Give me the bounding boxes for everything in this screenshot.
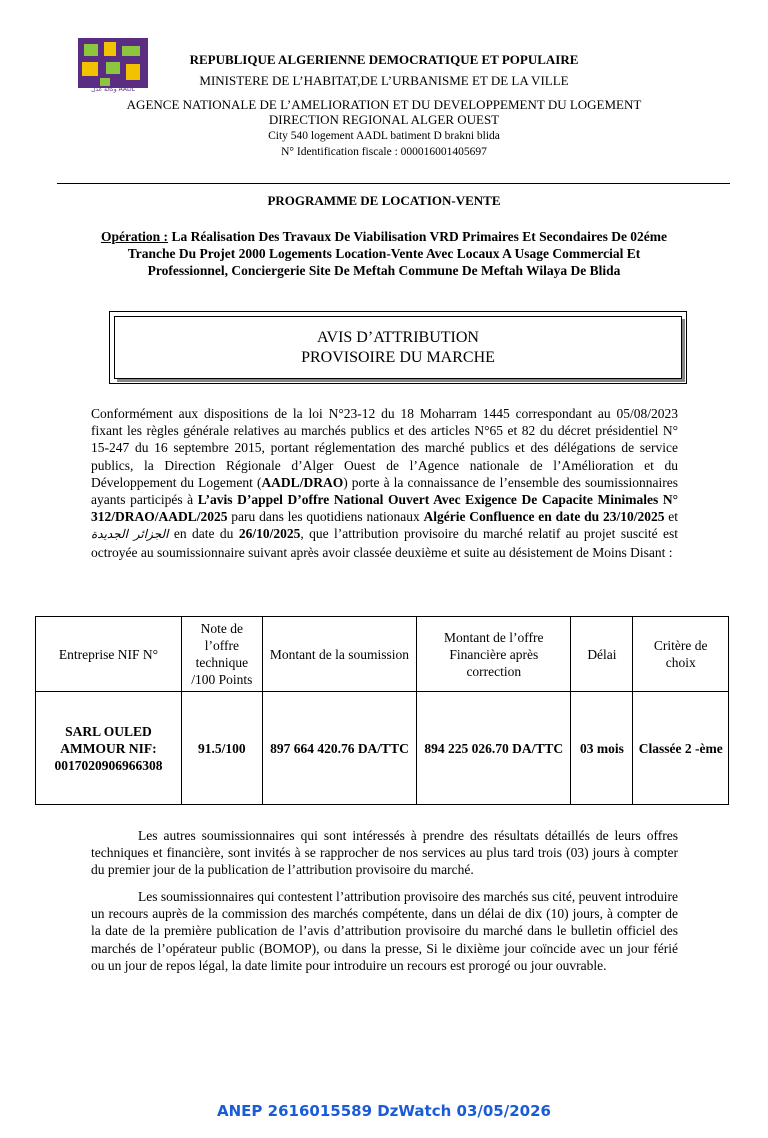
intro-text-2: ) porte à la connaissance de l’ensemble des soumissionnaires ayants participés à [91,474,678,508]
avis-box-inner [114,316,682,379]
header-montant: Montant de la soumission [262,617,416,692]
intro-arabic-newspaper: الجزائر الجديدة [91,527,169,542]
intro-text-4: et [664,509,678,525]
header-note: Note de l’offre technique /100 Points [181,617,262,692]
header-ministry: MINISTERE DE L’HABITAT,DE L’URBANISME ET DE LA VILLE [199,73,569,88]
intro-text-1: Conformément aux dispositions de la loi N°23-12 du 18 Moharram 1445 correspondant au 05/08/2023 fixant les règles générale relatives au marchés publics et des articles N°65 et 82 du décret présidentiel N° 15-247 du 16 septembre 2015, portant réglementation des marché publics et des délégations de service publics, la Direction Régionale d’Alger Ouest de l’Agence nationale de l’Amélioration et du Développement du Logement ( [91,406,678,490]
intro-bold-newspaper: Algérie Confluence en date du 23/10/2025 [423,509,665,525]
cell-entreprise: SARL OULED AMMOUR NIF: 0017020906966308 [36,692,182,805]
intro-text-5: en date du [168,526,239,542]
footer-reference: ANEP 2616015589 DzWatch 03/05/2026 [217,1102,551,1120]
intro-bold-date: 26/10/2025 [238,526,301,542]
closing-paragraph-2: Les soumissionnaires qui contestent l’attribution provisoire des marchés sus cité, peuvent introduire un recours auprès de la commission des marchés compétente, dans un délai de dix (10) jours, à compter de la date de la première publication de l’avis d’attribution provisoire du marché dans le bulletin officiel des marchés de l’opérateur public (BOMOP), ou dans la presse, Si le dixième jour coïncide avec un jour férié ou un jour de repos légal, la date limite pour introduire un recours est prorogé ou jour ouvrable. [91,889,678,973]
header-critere: Critère de choix [633,617,729,692]
header-delai: Délai [571,617,633,692]
cell-note: 91.5/100 [181,692,262,805]
header-fiscal-id: N° Identification fiscale : 000016001405697 [281,146,487,158]
intro-text-6: , que l’attribution provisoire du marché relatif au projet suscité est octroyée au soumissionnaire suivant après avoir classée deuxième et suite au désistement de Moins Disant : [91,526,678,560]
logo-caption: وكالة عدل AADL [91,86,135,93]
operation-text [88,228,680,279]
cell-montant-corrige: 894 225 026.70 DA/TTC [417,692,571,805]
cell-critere: Classée 2 -ème [633,692,729,805]
closing-paragraph-1: Les autres soumissionnaires qui sont intéressés à prendre des résultats détaillés de leurs offres techniques et financière, sont invités à se rapprocher de nos services au plus tard trois (03) jours à compter du premier jour de la publication de l’attribution provisoire du marché. [91,828,678,878]
program-title: PROGRAMME DE LOCATION-VENTE [267,193,501,208]
header-montant-corrige: Montant de l’offre Financière après correction [417,617,571,692]
attribution-table [35,616,729,805]
cell-delai: 03 mois [571,692,633,805]
cell-montant: 897 664 420.76 DA/TTC [262,692,416,805]
header-republic: REPUBLIQUE ALGERIENNE DEMOCRATIQUE ET POPULAIRE [189,52,579,67]
header-entreprise: Entreprise NIF N° [36,617,182,692]
header-direction: DIRECTION REGIONAL ALGER OUEST [268,112,500,127]
table-row [36,692,729,805]
operation-label: Opération : [100,229,169,244]
intro-paragraph [91,405,678,561]
operation-description: La Réalisation Des Travaux De Viabilisation VRD Primaires Et Secondaires De 02éme Tranche Du Projet 2000 Logements Location-Vente Avec Locaux A Usage Commercial Et Professionnel, Conciergerie Site De Meftah Commune De Meftah Wilaya De Blida [127,229,668,278]
table-header-row [36,617,729,692]
avis-title-line2: PROVISOIRE DU MARCHE [301,348,495,366]
header-address: City 540 logement AADL batiment D brakni blida [268,130,500,142]
intro-bold-avis: L’avis D’appel D’offre National Ouvert Avec Exigence De Capacite Minimales N° 312/DRAO/AADL/2025 [91,492,678,525]
header-agency: AGENCE NATIONALE DE L’AMELIORATION ET DU DEVELOPPEMENT DU LOGEMENT [126,97,642,112]
intro-text-3: paru dans les quotidiens nationaux [227,509,424,525]
header-divider [57,183,730,184]
intro-bold-aadl: AADL/DRAO [261,474,344,490]
avis-title-line1: AVIS D’ATTRIBUTION [317,328,479,346]
avis-box [109,311,687,384]
